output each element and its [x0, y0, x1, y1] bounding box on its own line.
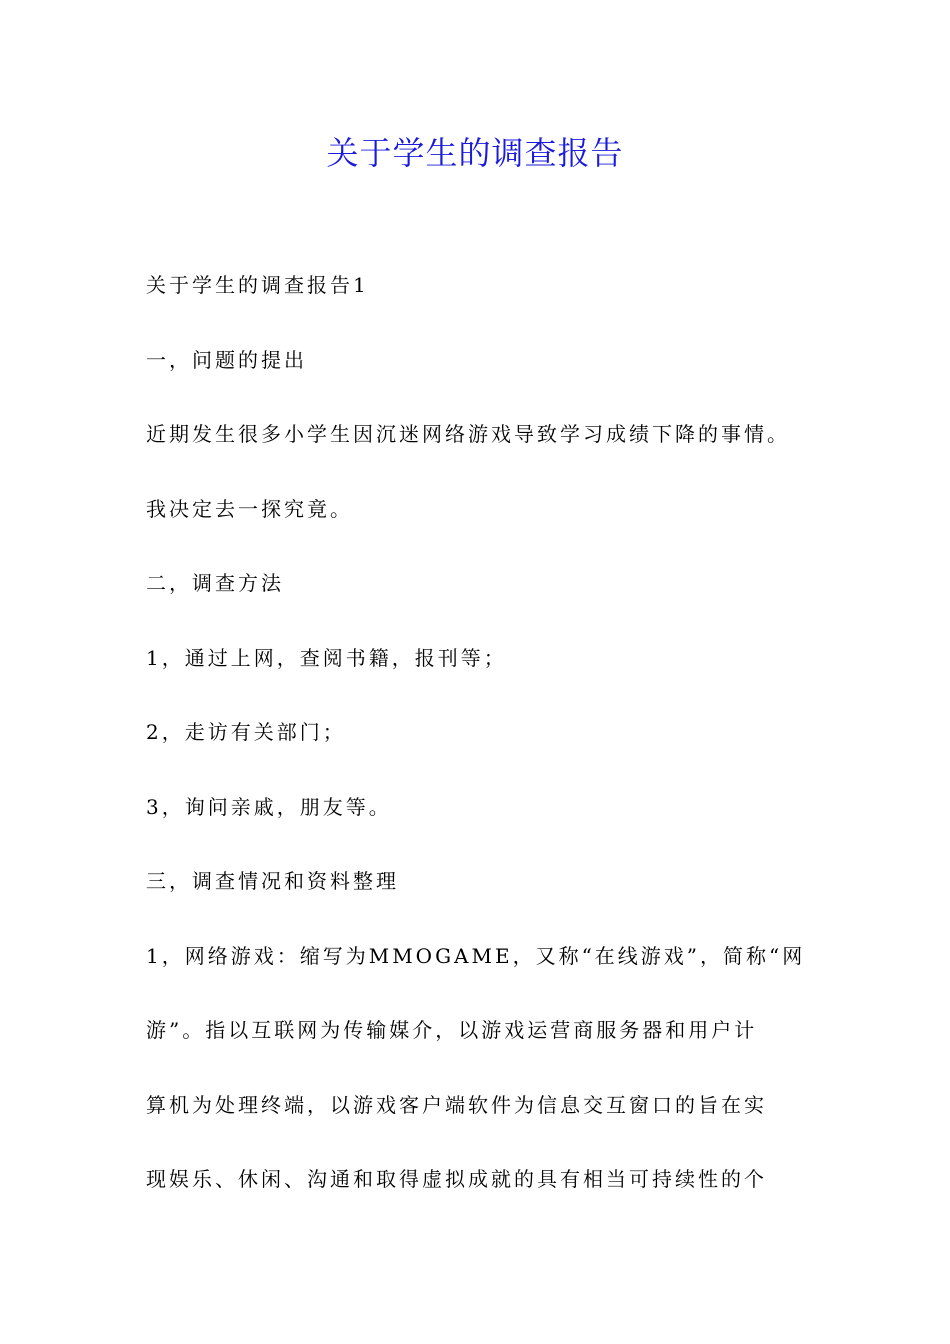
list-item: 2，走访有关部门；: [146, 720, 346, 744]
paragraph-line: 游”。指以互联网为传输媒介，以游戏运营商服务器和用户计: [146, 1018, 758, 1042]
list-item: 1，通过上网，查阅书籍，报刊等；: [146, 645, 507, 670]
section-heading-report-1: 关于学生的调查报告1: [146, 273, 369, 297]
section-heading-findings: 三，调查情况和资料整理: [146, 869, 399, 893]
paragraph-line: 现娱乐、休闲、沟通和取得虚拟成就的具有相当可持续性的个: [146, 1167, 767, 1191]
paragraph-line: 近期发生很多小学生因沉迷网络游戏导致学习成绩下降的事情。: [146, 422, 790, 446]
paragraph-line: 算机为处理终端，以游戏客户端软件为信息交互窗口的旨在实: [146, 1092, 767, 1117]
paragraph-line: 我决定去一探究竟。: [146, 496, 353, 521]
paragraph-line: 1，网络游戏：缩写为MMOGAME，又称“在线游戏”，简称“网: [146, 943, 806, 968]
section-heading-problem: 一，问题的提出: [146, 347, 307, 372]
list-item: 3，询问亲戚，朋友等。: [146, 794, 392, 819]
document-body: [146, 262, 826, 1231]
document-title: 关于学生的调查报告: [326, 134, 624, 172]
section-heading-method: 二，调查方法: [146, 571, 284, 595]
